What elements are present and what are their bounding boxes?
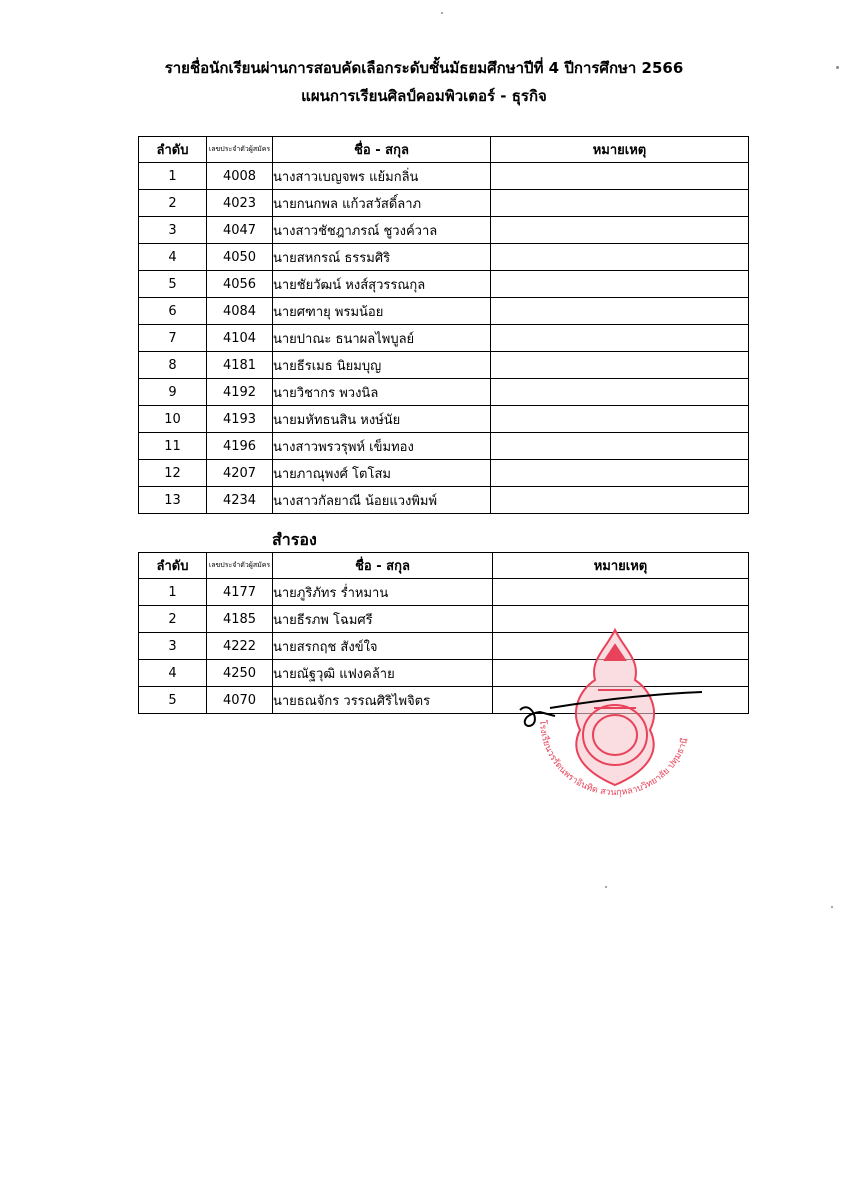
student-name: นายภาณุพงศ์ โตโสม [273,460,491,487]
student-name: นายกนกพล แก้วสวัสดิ์ลาภ [273,190,491,217]
table-row [139,433,749,460]
student-name: นายปาณะ ธนาผลไพบูลย์ [273,325,491,352]
scan-speck [836,66,839,69]
scan-speck [441,12,443,14]
table-row [139,352,749,379]
row-number: 5 [139,271,207,298]
row-number: 2 [139,606,207,633]
student-name: นายธีรภพ โฉมศรี [273,606,493,633]
header-order: ลำดับ [139,137,207,163]
row-number: 4 [139,660,207,687]
table-row [139,163,749,190]
table-row [139,298,749,325]
applicant-id: 4070 [207,687,273,714]
table-row [139,217,749,244]
applicant-id: 4008 [207,163,273,190]
header-applicant-id: เลขประจำตัวผู้สมัคร [207,553,273,579]
scan-speck [831,906,833,908]
applicant-id: 4192 [207,379,273,406]
main-student-table [138,136,749,514]
row-note [491,271,749,298]
table-row [139,190,749,217]
school-seal-stamp [510,620,720,820]
applicant-id: 4234 [207,487,273,514]
row-note [491,163,749,190]
applicant-id: 4222 [207,633,273,660]
applicant-id: 4084 [207,298,273,325]
table-row [139,379,749,406]
student-name: นางสาวชัชฎาภรณ์ ชูวงค์วาล [273,217,491,244]
applicant-id: 4047 [207,217,273,244]
table-header-row [139,137,749,163]
student-name: นายสหกรณ์ ธรรมศิริ [273,244,491,271]
row-number: 2 [139,190,207,217]
student-name: นายวิชากร พวงนิล [273,379,491,406]
row-number: 13 [139,487,207,514]
student-name: นายชัยวัฒน์ หงส์สุวรรณกุล [273,271,491,298]
applicant-id: 4056 [207,271,273,298]
row-number: 7 [139,325,207,352]
applicant-id: 4207 [207,460,273,487]
row-note [491,298,749,325]
seal-text: โรงเรียนวรรัตนพราอินทิต สวนกุหลาบวิทยาลัย ปทุมธานี [536,719,691,799]
table-row [139,271,749,298]
row-note [493,579,749,606]
row-number: 9 [139,379,207,406]
table-row [139,579,749,606]
student-name: นายมหัทธนสิน หงษ์นัย [273,406,491,433]
table-row [139,325,749,352]
table-row [139,244,749,271]
row-note [491,487,749,514]
row-number: 8 [139,352,207,379]
row-number: 1 [139,163,207,190]
reserve-heading: สำรอง [272,530,317,549]
row-number: 10 [139,406,207,433]
applicant-id: 4196 [207,433,273,460]
student-name: นายภูริภัทร ร่ำหมาน [273,579,493,606]
row-note [491,217,749,244]
row-number: 4 [139,244,207,271]
header-note: หมายเหตุ [491,137,749,163]
table-row [139,406,749,433]
row-number: 12 [139,460,207,487]
row-note [491,460,749,487]
student-name: นายณัฐวุฒิ แฟงคล้าย [273,660,493,687]
table-header-row [139,553,749,579]
header-name: ชื่อ - สกุล [273,553,493,579]
page-subtitle: แผนการเรียนศิลป์คอมพิวเตอร์ - ธุรกิจ [301,87,547,105]
applicant-id: 4104 [207,325,273,352]
applicant-id: 4250 [207,660,273,687]
student-name: นายธีรเมธ นิยมบุญ [273,352,491,379]
applicant-id: 4193 [207,406,273,433]
scan-speck [605,886,607,888]
header-order: ลำดับ [139,553,207,579]
row-number: 3 [139,633,207,660]
applicant-id: 4050 [207,244,273,271]
student-name: นายสรกฤช สังข์ใจ [273,633,493,660]
student-name: นางสาวกัลยาณี น้อยแวงพิมพ์ [273,487,491,514]
row-number: 6 [139,298,207,325]
row-note [491,433,749,460]
row-note [491,190,749,217]
page-title: รายชื่อนักเรียนผ่านการสอบคัดเลือกระดับชั้นมัธยมศึกษาปีที่ 4 ปีการศึกษา 2566 [164,59,684,77]
applicant-id: 4181 [207,352,273,379]
row-note [491,352,749,379]
student-name: นายธณจักร วรรณศิริไพจิตร [273,687,493,714]
header-note: หมายเหตุ [493,553,749,579]
student-name: นายศฑายุ พรมน้อย [273,298,491,325]
row-note [491,406,749,433]
row-number: 1 [139,579,207,606]
row-note [491,244,749,271]
student-name: นางสาวพรวรุพห์ เข็มทอง [273,433,491,460]
student-name: นางสาวเบญจพร แย้มกลิ่น [273,163,491,190]
header-name: ชื่อ - สกุล [273,137,491,163]
row-number: 3 [139,217,207,244]
row-number: 11 [139,433,207,460]
row-note [491,325,749,352]
applicant-id: 4185 [207,606,273,633]
applicant-id: 4177 [207,579,273,606]
table-row [139,487,749,514]
row-number: 5 [139,687,207,714]
row-note [491,379,749,406]
header-applicant-id: เลขประจำตัวผู้สมัคร [207,137,273,163]
applicant-id: 4023 [207,190,273,217]
table-row [139,460,749,487]
